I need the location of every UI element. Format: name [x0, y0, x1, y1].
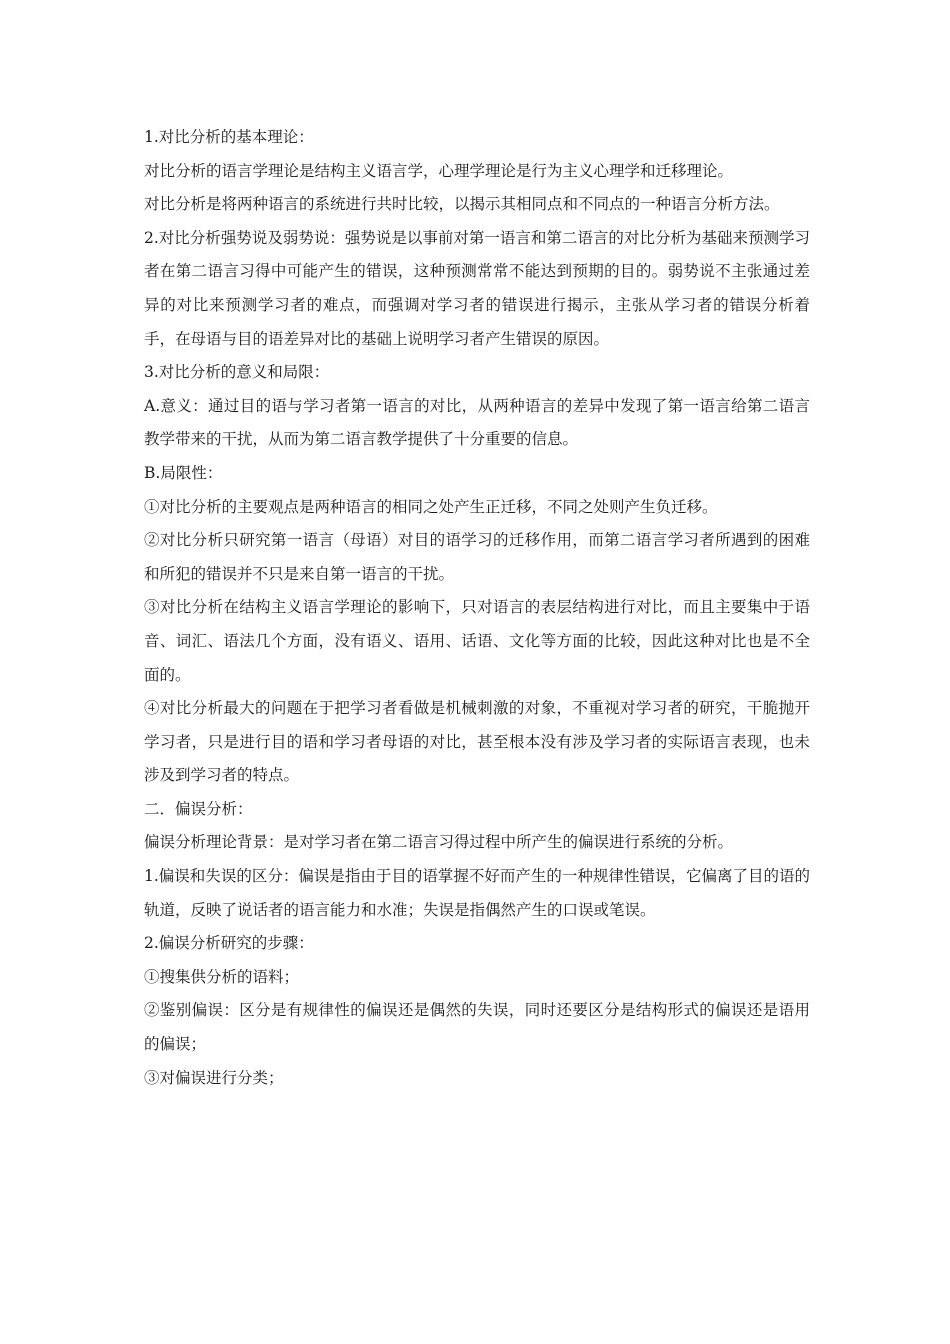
document-body [144, 121, 810, 1095]
heading-error-analysis: 二．偏误分析： [144, 799, 253, 818]
paragraph: 对比分析的语言学理论是结构主义语言学，心理学理论是行为主义心理学和迁移理论。 [144, 161, 734, 180]
heading-limitations: B.局限性： [144, 463, 223, 482]
list-item: ①对比分析的主要观点是两种语言的相同之处产生正迁移，不同之处则产生负迁移。 [144, 497, 718, 516]
list-item: ④对比分析最大的问题在于把学习者看做是机械刺激的对象，不重视对学习者的研究，干脆抛开学习者，只是进行目的语和学习者母语的对比，甚至根本没有涉及学习者的实际语言表现，也未涉及到学习者的特点。 [144, 699, 810, 785]
paragraph: 2.对比分析强势说及弱势说：强势说是以事前对第一语言和第二语言的对比分析为基础来预测学习者在第二语言习得中可能产生的错误，这种预测常常不能达到预期的目的。弱势说不主张通过差异的对比来预测学习者的难点，而强调对学习者的错误进行揭示，主张从学习者的错误分析着手，在母语与目的语差异对比的基础上说明学习者产生错误的原因。 [144, 228, 810, 348]
heading-significance-limits: 3.对比分析的意义和局限： [144, 363, 330, 382]
list-item: ①搜集供分析的语料； [144, 967, 300, 986]
paragraph: A.意义：通过目的语与学习者第一语言的对比，从两种语言的差异中发现了第一语言给第二语言教学带来的干扰，从而为第二语言教学提供了十分重要的信息。 [144, 396, 810, 449]
heading-analysis-steps: 2.偏误分析研究的步骤： [144, 934, 314, 953]
list-item: ②对比分析只研究第一语言（母语）对目的语学习的迁移作用，而第二语言学习者所遇到的困难和所犯的错误并不只是来自第一语言的干扰。 [144, 531, 810, 583]
list-item: ②鉴别偏误：区分是有规律性的偏误还是偶然的失误，同时还要区分是结构形式的偏误还是语用的偏误； [144, 1001, 810, 1054]
list-item: ③对比分析在结构主义语言学理论的影响下，只对语言的表层结构进行对比，而且主要集中于语音、词汇、语法几个方面，没有语义、语用、话语、文化等方面的比较，因此这种对比也是不全面的。 [144, 598, 810, 684]
paragraph: 1.偏误和失误的区分：偏误是指由于目的语掌握不好而产生的一种规律性错误，它偏离了目的语的轨道，反映了说话者的语言能力和水准；失误是指偶然产生的口误或笔误。 [144, 867, 810, 919]
paragraph: 对比分析是将两种语言的系统进行共时比较，以揭示其相同点和不同点的一种语言分析方法。 [144, 195, 780, 214]
heading-contrastive-theory: 1.对比分析的基本理论： [144, 128, 314, 146]
paragraph: 偏误分析理论背景：是对学习者在第二语言习得过程中所产生的偏误进行系统的分析。 [144, 833, 734, 852]
list-item: ③对偏误进行分类； [144, 1068, 284, 1087]
